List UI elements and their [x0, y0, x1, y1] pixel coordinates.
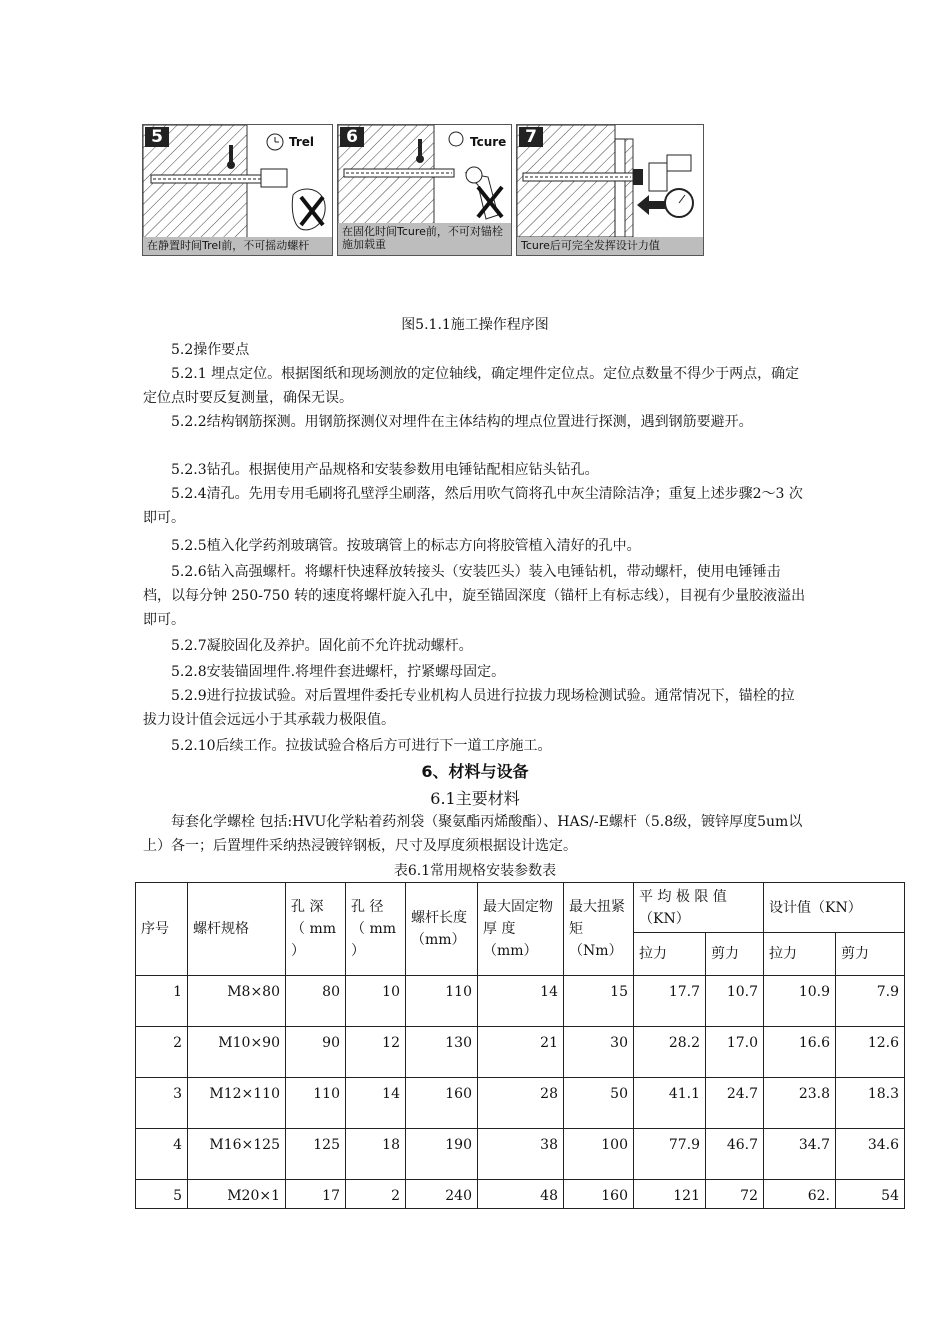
step-caption: Tcure后可完全发挥设计力值	[517, 237, 703, 255]
cell-limit-shear: 72	[706, 1180, 764, 1209]
paragraph: 5.2.8安装锚固埋件.将埋件套进螺杆，拧紧螺母固定。	[171, 664, 506, 680]
cell-limit-shear: 24.7	[706, 1078, 764, 1129]
table-caption: 表6.1常用规格安装参数表	[393, 863, 557, 879]
step-5-panel	[142, 124, 333, 256]
cell-thickness: 38	[478, 1129, 564, 1180]
cell-design-shear: 54	[836, 1180, 905, 1209]
cell-depth: 125	[286, 1129, 346, 1180]
cell-design-shear: 18.3	[836, 1078, 905, 1129]
cell-length: 190	[406, 1129, 478, 1180]
cell-design-tension: 34.7	[764, 1129, 836, 1180]
cell-limit-tension: 17.7	[634, 976, 706, 1027]
cell-torque: 50	[564, 1078, 634, 1129]
cell-diameter: 12	[346, 1027, 406, 1078]
cell-design-shear: 7.9	[836, 976, 905, 1027]
cell-limit-shear: 46.7	[706, 1129, 764, 1180]
header-length: 螺杆长度 （mm）	[406, 883, 478, 976]
header-design-shear: 剪力	[836, 933, 905, 976]
table-row	[136, 1078, 905, 1129]
cell-limit-shear: 17.0	[706, 1027, 764, 1078]
cell-no: 3	[136, 1078, 188, 1129]
table-row	[136, 1180, 905, 1209]
cell-spec: M10×90	[188, 1027, 286, 1078]
step-6-panel	[337, 124, 512, 256]
cell-depth: 90	[286, 1027, 346, 1078]
section-heading: 5.2操作要点	[171, 342, 250, 358]
cell-length: 240	[406, 1180, 478, 1209]
step-caption: 在固化时间Tcure前，不可对锚栓施加载重	[338, 223, 511, 255]
cell-design-shear: 34.6	[836, 1129, 905, 1180]
cell-no: 1	[136, 976, 188, 1027]
paragraph: 5.2.7凝胶固化及养护。固化前不允许扰动螺杆。	[171, 638, 473, 654]
header-depth: 孔 深 （ mm ）	[286, 883, 346, 976]
cell-torque: 30	[564, 1027, 634, 1078]
cell-thickness: 21	[478, 1027, 564, 1078]
figure-caption: 图5.1.1施工操作程序图	[401, 317, 549, 333]
paragraph: 5.2.3钻孔。根据使用产品规格和安装参数用电锤钻配相应钻头钻孔。	[171, 462, 599, 478]
cell-depth: 80	[286, 976, 346, 1027]
header-spec: 螺杆规格	[188, 883, 286, 976]
cell-design-shear: 12.6	[836, 1027, 905, 1078]
time-label: Trel	[289, 135, 315, 149]
paragraph: 5.2.9进行拉拔试验。对后置埋件委托专业机构人员进行拉拔力现场检测试验。通常情况下，锚栓的拉拔力设计值会远远小于其承载力极限值。	[143, 688, 795, 728]
cell-thickness: 48	[478, 1180, 564, 1209]
cell-thickness: 14	[478, 976, 564, 1027]
cell-depth: 110	[286, 1078, 346, 1129]
cell-design-tension: 16.6	[764, 1027, 836, 1078]
cell-depth: 17	[286, 1180, 346, 1209]
cell-limit-tension: 121	[634, 1180, 706, 1209]
cell-spec: M20×1	[188, 1180, 286, 1209]
materials-paragraph: 每套化学螺栓 包括:HVU化学粘着药剂袋（聚氨酯丙烯酸酯）、HAS/-E螺杆（5.8级，镀锌厚度5um以上）各一；后置埋件采纳热浸镀锌钢板，尺寸及厚度须根据设计选定。	[143, 814, 803, 854]
cell-limit-tension: 77.9	[634, 1129, 706, 1180]
cell-diameter: 18	[346, 1129, 406, 1180]
cell-length: 110	[406, 976, 478, 1027]
header-thickness: 最大固定物 厚 度 （mm）	[478, 883, 564, 976]
paragraph: 5.2.4清孔。先用专用毛刷将孔壁浮尘刷落，然后用吹气筒将孔中灰尘清除洁净；重复上述步骤2～3 次即可。	[143, 486, 803, 526]
header-diameter: 孔 径 （ mm ）	[346, 883, 406, 976]
table-header-row	[136, 883, 905, 933]
cell-length: 130	[406, 1027, 478, 1078]
table-row	[136, 1027, 905, 1078]
cell-torque: 160	[564, 1180, 634, 1209]
step-number: 5	[145, 127, 169, 147]
step-7-panel	[516, 124, 704, 256]
cell-spec: M8×80	[188, 976, 286, 1027]
cell-limit-tension: 41.1	[634, 1078, 706, 1129]
cell-diameter: 10	[346, 976, 406, 1027]
cell-spec: M12×110	[188, 1078, 286, 1129]
cell-no: 4	[136, 1129, 188, 1180]
cell-limit-shear: 10.7	[706, 976, 764, 1027]
section-6-1-heading: 6.1主要材料	[430, 789, 520, 808]
paragraph: 5.2.10后续工作。拉拔试验合格后方可进行下一道工序施工。	[171, 738, 552, 754]
cell-torque: 15	[564, 976, 634, 1027]
cell-no: 2	[136, 1027, 188, 1078]
paragraph: 5.2.6钻入高强螺杆。将螺杆快速释放转接头（安装匹头）装入电锤钻机，带动螺杆，使用电锤锤击档，以每分钟 250-750 转的速度将螺杆旋入孔中，旋至锚固深度（锚杆上有标志线），目视有少量胶液溢出即可。	[143, 564, 806, 628]
paragraph: 5.2.5植入化学药剂玻璃管。按玻璃管上的标志方向将胶管植入清好的孔中。	[171, 538, 641, 554]
cell-limit-tension: 28.2	[634, 1027, 706, 1078]
params-table	[135, 882, 905, 1209]
header-design-tension: 拉力	[764, 933, 836, 976]
table-row	[136, 976, 905, 1027]
step-number: 6	[340, 127, 364, 147]
cell-no: 5	[136, 1180, 188, 1209]
step-caption: 在静置时间Trel前，不可摇动螺杆	[143, 237, 332, 255]
cell-diameter: 2	[346, 1180, 406, 1209]
cell-design-tension: 62.	[764, 1180, 836, 1209]
header-torque: 最大扭紧 矩 （Nm）	[564, 883, 634, 976]
cell-length: 160	[406, 1078, 478, 1129]
table-row	[136, 1129, 905, 1180]
cell-thickness: 28	[478, 1078, 564, 1129]
cell-torque: 100	[564, 1129, 634, 1180]
cell-diameter: 14	[346, 1078, 406, 1129]
paragraph: 5.2.2结构钢筋探测。用钢筋探测仪对埋件在主体结构的埋点位置进行探测，遇到钢筋要避开。	[171, 414, 753, 430]
step-number: 7	[519, 127, 543, 147]
header-no: 序号	[136, 883, 188, 976]
time-label: Tcure	[470, 135, 507, 149]
procedure-figure	[142, 124, 704, 256]
header-limit-shear: 剪力	[706, 933, 764, 976]
header-design: 设计值（KN）	[764, 883, 905, 933]
header-limit: 平 均 极 限 值 （KN）	[634, 883, 764, 933]
header-limit-tension: 拉力	[634, 933, 706, 976]
paragraph: 5.2.1 埋点定位。根据图纸和现场测放的定位轴线，确定埋件定位点。定位点数量不得少于两点，确定定位点时要反复测量，确保无误。	[143, 366, 800, 406]
cell-spec: M16×125	[188, 1129, 286, 1180]
cell-design-tension: 10.9	[764, 976, 836, 1027]
section-6-heading: 6、材料与设备	[421, 762, 529, 781]
cell-design-tension: 23.8	[764, 1078, 836, 1129]
